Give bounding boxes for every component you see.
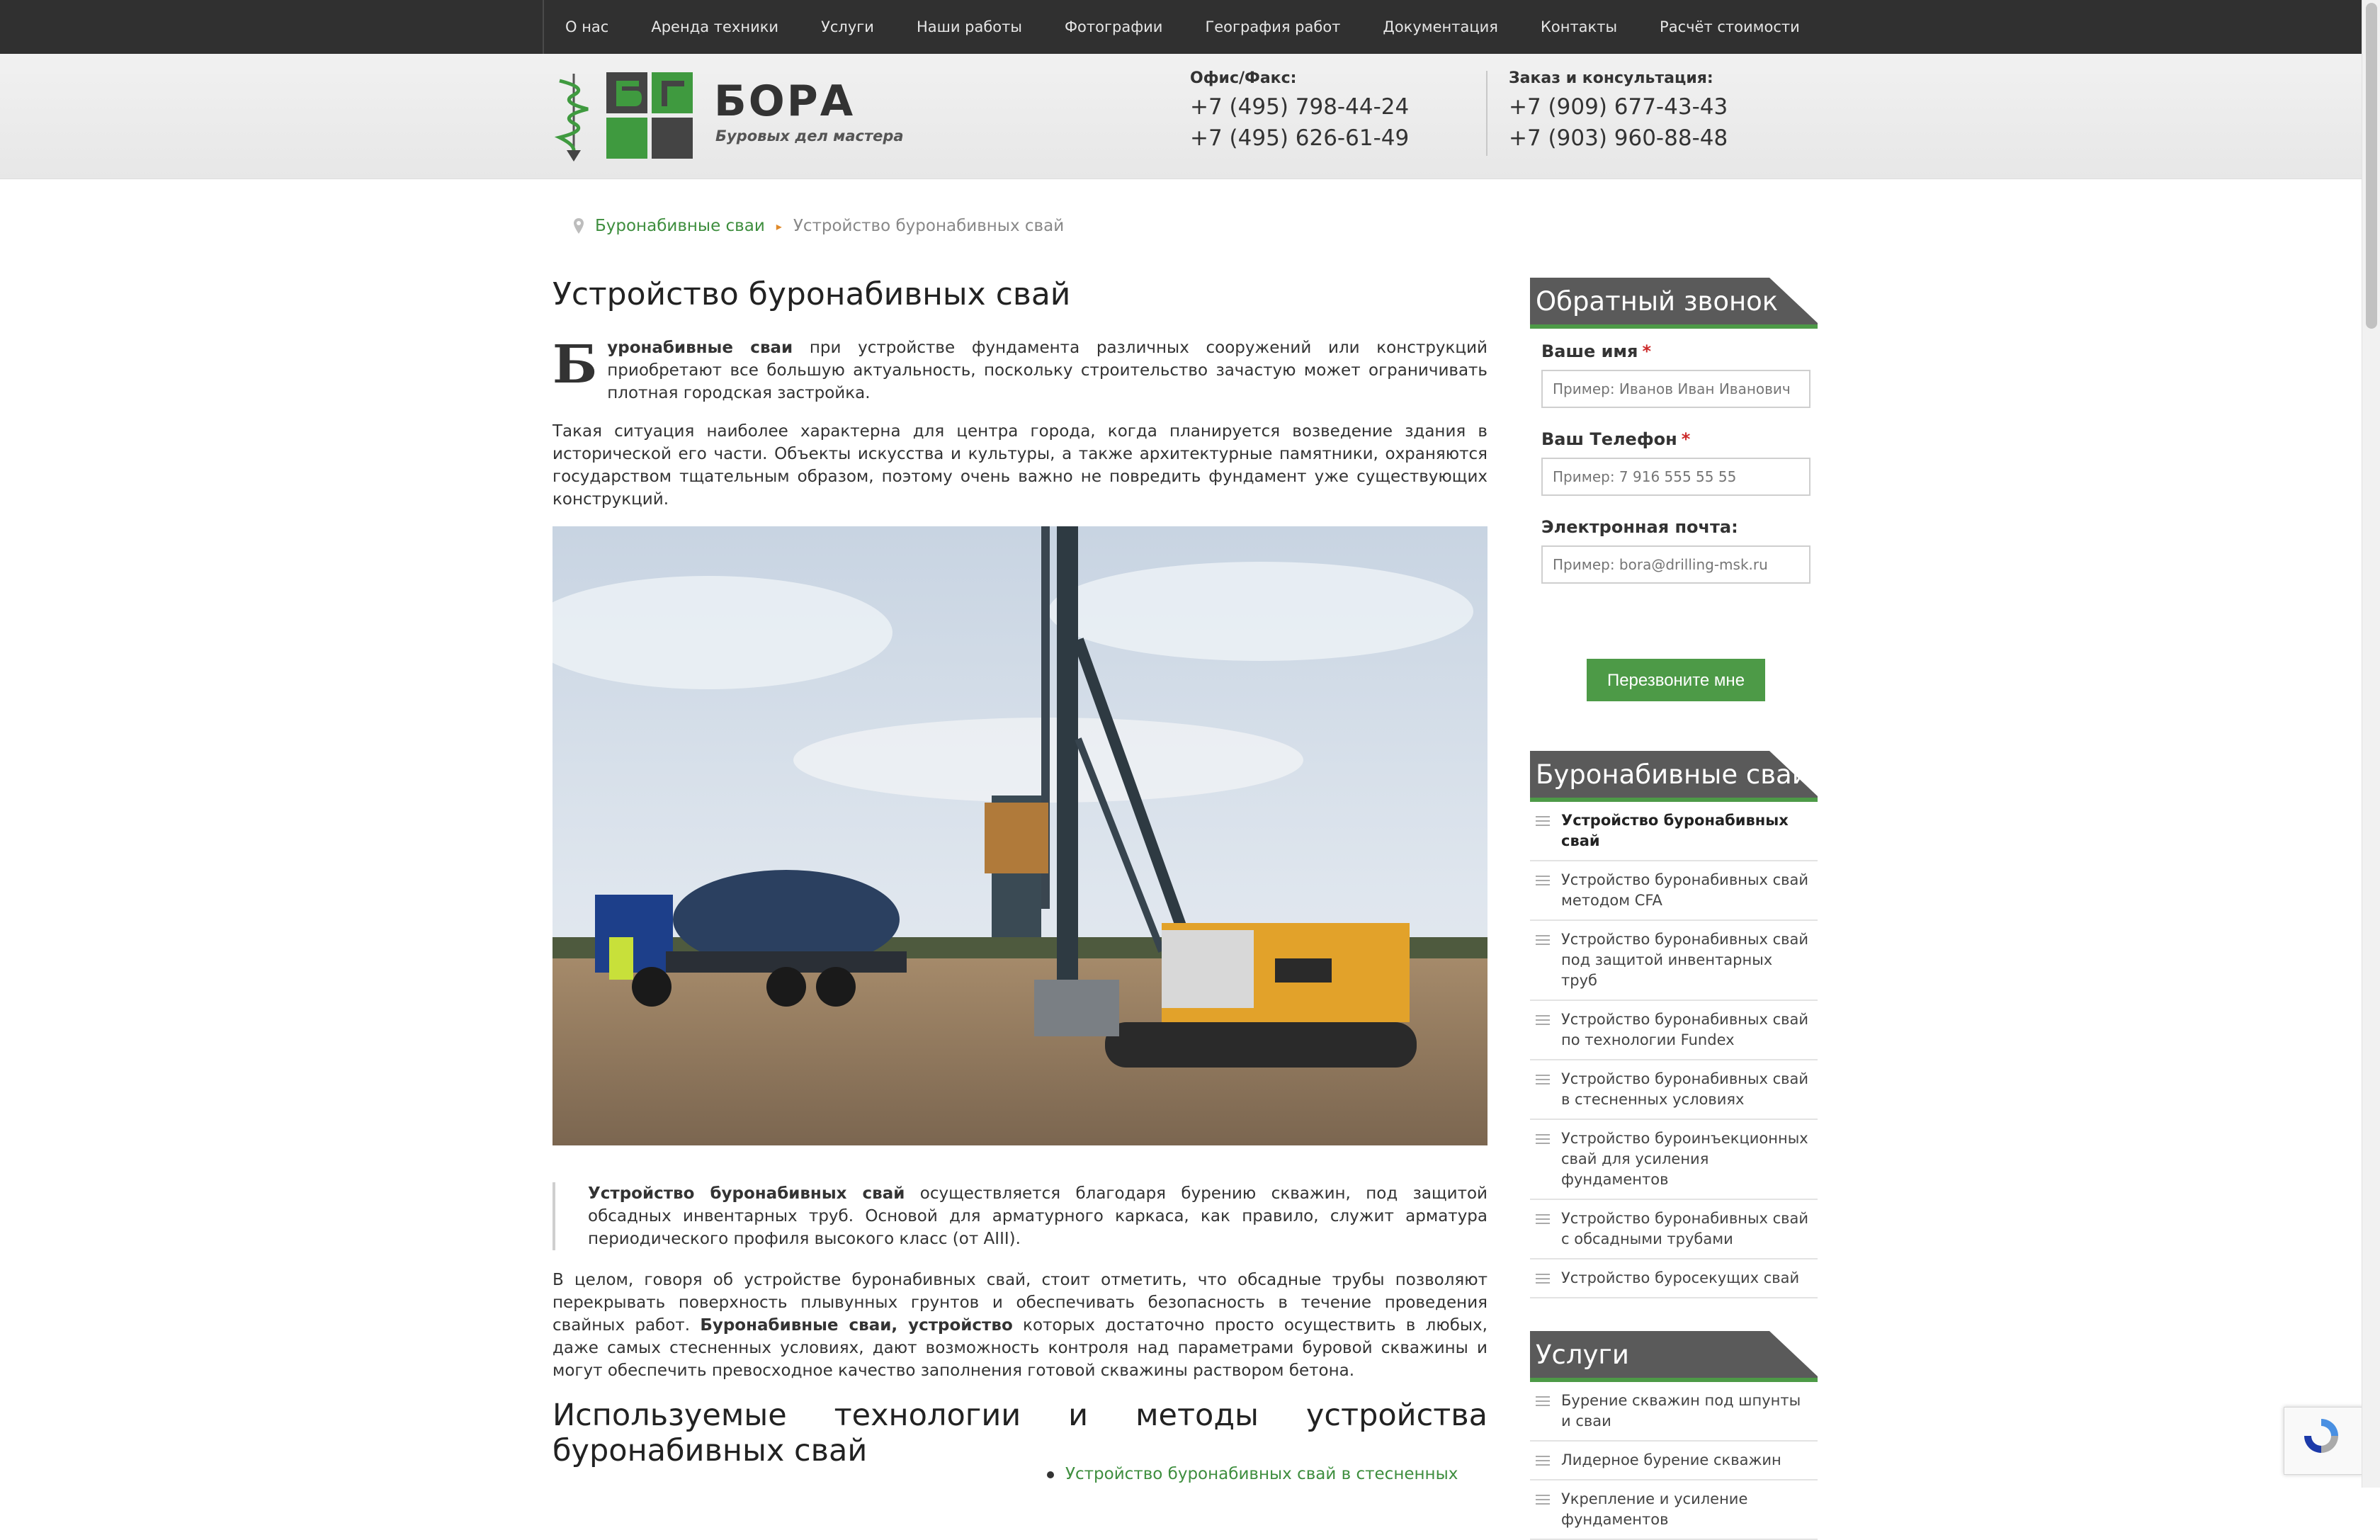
menu-item-label: Устройство буронабивных свай методом CFA — [1561, 871, 1809, 909]
piles-menu-title: Буронабивные сваи — [1536, 759, 1809, 790]
piles-widget-title — [1530, 751, 1818, 802]
section-heading-technologies: Используемые технологии и методы устройства буронабивных свай — [552, 1398, 1488, 1468]
intro-text: при устройстве фундамента различных сооружений или конструкций приобретают все большую актуальность, поскольку строительство зачастую может ограничивать плотная городская застройка. — [607, 339, 1488, 402]
intro-bold: уронабивные сваи — [607, 339, 793, 357]
order-phone-1[interactable]: +7 (909) 677-43-43 — [1509, 94, 1728, 120]
name-label — [1541, 341, 1818, 361]
menu-item-label: Устройство буронабивных свай под защитой инвентарных труб — [1561, 931, 1809, 989]
quote-bold: Устройство буронабивных свай — [588, 1184, 905, 1203]
list-bullet-icon — [1047, 1471, 1054, 1478]
page-title: Устройство буронабивных свай — [552, 276, 1071, 312]
menu-item-label: Лидерное бурение скважин — [1561, 1451, 1781, 1468]
nav-item-equipment-rental[interactable]: Аренда техники — [651, 18, 779, 35]
menu-lines-icon — [1536, 876, 1550, 888]
brand-name: БОРА — [714, 77, 856, 126]
drilling-rig-photo — [552, 526, 1488, 1145]
list-link-confined-conditions[interactable]: Устройство буронабивных свай в стесненных — [1065, 1465, 1458, 1483]
paragraph-historic-center: Такая ситуация наиболее характерна для центра города, когда планируется возведение здания в исторической его части. Объекты искусства и культуры, а также архитектурные памятники, охраняются государством тщательным образом, поэтому очень важно не повредить фундамент уже существующих конструкций. — [552, 422, 1488, 509]
name-label-text: Ваше имя — [1541, 341, 1638, 361]
nav-item-our-works[interactable]: Наши работы — [916, 18, 1022, 35]
office-phone-2[interactable]: +7 (495) 626-61-49 — [1190, 125, 1410, 151]
services-menu-item[interactable] — [1530, 1382, 1818, 1442]
header-divider — [1486, 71, 1488, 156]
services-menu — [1530, 1382, 1818, 1540]
nav-item-documentation[interactable]: Документация — [1383, 18, 1498, 35]
menu-item-label: Укрепление и усиление фундаментов — [1561, 1490, 1748, 1528]
office-contacts — [1190, 69, 1409, 154]
dropcap-letter: Б — [552, 334, 598, 395]
required-mark: * — [1642, 341, 1652, 361]
office-label: Офис/Факс: — [1190, 69, 1297, 87]
piles-menu-item[interactable] — [1530, 1001, 1818, 1060]
menu-lines-icon — [1536, 1495, 1550, 1507]
nav-menu — [543, 0, 1821, 54]
services-menu-item[interactable] — [1530, 1442, 1818, 1480]
name-input[interactable] — [1541, 370, 1810, 408]
article — [552, 269, 1488, 1483]
menu-item-label: Устройство буронабивных свай с обсадными трубами — [1561, 1210, 1809, 1247]
services-menu-item[interactable] — [1530, 1480, 1818, 1540]
recaptcha-badge[interactable] — [2284, 1407, 2363, 1475]
breadcrumb-arrow-icon: ▸ — [776, 219, 782, 233]
breadcrumb-link-piles[interactable]: Буронабивные сваи — [595, 217, 765, 235]
menu-item-label: Устройство буронабивных свай по технологии Fundex — [1561, 1011, 1809, 1048]
technology-list — [1047, 1465, 1458, 1483]
nav-item-services[interactable]: Услуги — [821, 18, 874, 35]
page-scrollbar[interactable] — [2362, 0, 2380, 1488]
piles-menu-item[interactable] — [1530, 1120, 1818, 1200]
sidebar — [1530, 278, 1818, 1540]
office-phone-1[interactable]: +7 (495) 798-44-24 — [1190, 94, 1410, 120]
phone-label — [1541, 429, 1818, 449]
menu-lines-icon — [1536, 1015, 1550, 1028]
menu-item-label: Устройство буроинъекционных свай для усиления фундаментов — [1561, 1130, 1808, 1188]
menu-item-label: Устройство буронабивных свай в стесненных условиях — [1561, 1070, 1809, 1108]
casing-bold: Буронабивные сваи, устройство — [700, 1316, 1013, 1335]
piles-menu-item[interactable] — [1530, 802, 1818, 861]
phone-input[interactable] — [1541, 458, 1810, 496]
top-navigation — [0, 0, 2362, 54]
email-label: Электронная почта: — [1541, 517, 1738, 537]
recaptcha-icon — [2300, 1415, 2342, 1457]
nav-item-contacts[interactable]: Контакты — [1540, 18, 1618, 35]
services-widget-title — [1530, 1331, 1818, 1382]
nav-item-about[interactable]: О нас — [565, 18, 609, 35]
order-contacts — [1509, 69, 1728, 154]
menu-item-label: Устройство буросекущих свай — [1561, 1269, 1800, 1286]
location-pin-icon — [574, 218, 584, 234]
phone-label-text: Ваш Телефон — [1541, 429, 1677, 449]
piles-menu-item[interactable] — [1530, 1259, 1818, 1298]
menu-lines-icon — [1536, 1396, 1550, 1409]
scrollbar-thumb[interactable] — [2366, 3, 2377, 329]
casing-text-a: В целом, говоря об устройстве буронабивных свай, стоит отметить, что обсадные трубы позволяют перекрывать поверхность плывунных грунтов и обеспечивать безопасность в течение проведения свайных работ. — [552, 1271, 1488, 1335]
piles-menu — [1530, 802, 1818, 1298]
nav-item-photos[interactable]: Фотографии — [1064, 18, 1163, 35]
menu-lines-icon — [1536, 1274, 1550, 1286]
highlighted-quote — [552, 1182, 1488, 1250]
quote-paragraph — [588, 1182, 1488, 1250]
breadcrumb — [574, 217, 1064, 235]
order-phone-2[interactable]: +7 (903) 960-88-48 — [1509, 125, 1728, 151]
brand-tagline: Буровых дел мастера — [715, 128, 904, 145]
menu-lines-icon — [1536, 1075, 1550, 1087]
casing-text-b: которых достаточно просто осуществить в любых, даже самых стесненных условиях, дают возможность контроля над параметрами буровой скважины и могут обеспечить превосходное качество заполнения готовой скважины раствором бетона. — [552, 1316, 1488, 1380]
intro-paragraph — [552, 336, 1488, 404]
menu-item-label: Бурение скважин под шпунты и сваи — [1561, 1392, 1801, 1429]
piles-menu-item[interactable] — [1530, 861, 1818, 921]
piles-menu-item[interactable] — [1530, 1060, 1818, 1120]
site-header — [0, 54, 2362, 179]
callback-widget-title — [1530, 278, 1818, 329]
callback-submit-button[interactable]: Перезвоните мне — [1587, 659, 1765, 701]
menu-lines-icon — [1536, 935, 1550, 948]
piles-menu-item[interactable] — [1530, 1200, 1818, 1259]
menu-lines-icon — [1536, 1134, 1550, 1147]
breadcrumb-current: Устройство буронабивных свай — [793, 217, 1065, 235]
paragraph-casing-pipes — [552, 1269, 1488, 1382]
order-label: Заказ и консультация: — [1509, 69, 1713, 87]
callback-title: Обратный звонок — [1536, 286, 1779, 317]
menu-item-label: Устройство буронабивных свай — [1561, 812, 1789, 849]
menu-lines-icon — [1536, 1456, 1550, 1468]
piles-menu-item[interactable] — [1530, 921, 1818, 1001]
email-input[interactable] — [1541, 545, 1810, 584]
nav-item-geography[interactable]: География работ — [1205, 18, 1341, 35]
required-mark: * — [1681, 429, 1691, 449]
menu-lines-icon — [1536, 816, 1550, 829]
services-menu-title: Услуги — [1536, 1340, 1629, 1370]
nav-item-cost-calculation[interactable]: Расчёт стоимости — [1660, 18, 1800, 35]
menu-lines-icon — [1536, 1214, 1550, 1227]
quote-text: осуществляется благодаря бурению скважин, под защитой обсадных инвентарных труб. Основой для арматурного каркаса, как правило, служит арматура периодического профиля высокого класс (от AIII). — [588, 1184, 1488, 1248]
